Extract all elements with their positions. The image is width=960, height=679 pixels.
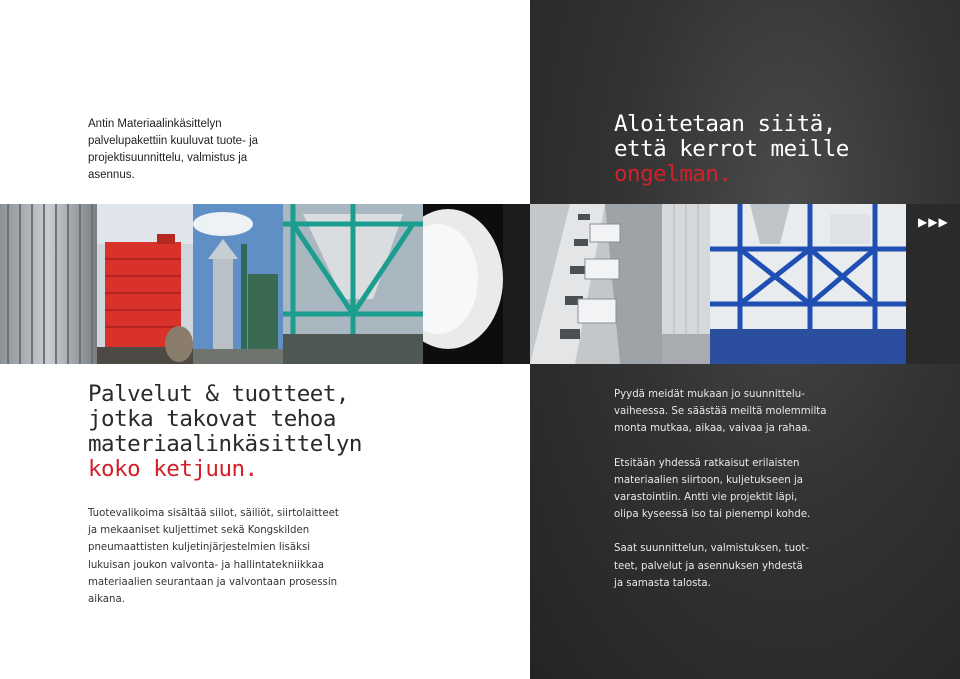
left-headline-line: Palvelut & tuotteet, — [88, 381, 349, 407]
photo-blue-structure — [710, 204, 906, 364]
paragraph — [614, 540, 854, 592]
body-line: Etsitään yhdessä ratkaisut erilaisten — [614, 457, 800, 469]
photo-red-container — [97, 204, 193, 364]
next-arrows-icon[interactable]: ▶▶▶ — [918, 215, 949, 229]
body-line: Saat suunnittelun, valmistuksen, tuot- — [614, 543, 810, 555]
photo-strip — [0, 204, 960, 364]
body-line: pneumaattisten kuljetinjärjestelmien lisäksi — [88, 542, 311, 554]
left-headline-accent: koko ketjuun. — [88, 456, 258, 482]
intro-line: projektisuunnittelu, valmistus ja — [88, 152, 248, 164]
right-headline-line: Aloitetaan siitä, — [614, 111, 836, 137]
left-body-text — [88, 505, 348, 608]
paragraph — [614, 455, 854, 524]
paragraph — [614, 386, 854, 438]
intro-line: palvelupakettiin kuuluvat tuote- ja — [88, 135, 259, 147]
photo-silos-sky — [193, 204, 283, 364]
right-headline-line: että kerrot meille — [614, 136, 849, 162]
photo-white-pipe — [423, 204, 530, 364]
body-line: materiaalien seurantaan ja valvontaan prosessin — [88, 576, 338, 588]
body-line: Pyydä meidät mukaan jo suunnittelu- — [614, 389, 805, 400]
right-body-text — [614, 386, 854, 609]
body-line: teet, palvelut ja asennuksen yhdestä — [614, 560, 803, 572]
body-line: materiaalien siirtoon, kuljetukseen ja — [614, 474, 804, 486]
left-headline — [88, 382, 468, 482]
body-line: olipa kyseessä iso tai pienempi kohde. — [614, 509, 811, 521]
body-line: varastointiin. Antti vie projektit läpi, — [614, 492, 798, 504]
right-headline-accent: ongelman. — [614, 161, 732, 187]
intro-text — [88, 116, 278, 184]
right-headline — [614, 112, 934, 187]
intro-line: Antin Materiaalinkäsittelyn — [88, 118, 222, 130]
body-line: Tuotevalikoima sisältää siilot, säiliöt, siirtolaitteet — [88, 508, 339, 519]
intro-line: asennus. — [88, 169, 135, 181]
body-line: aikana. — [88, 594, 125, 606]
body-line: lukuisan joukon valvonta- ja hallintatekniikkaa — [88, 559, 324, 571]
photo-silo-wall — [0, 204, 97, 364]
body-line: ja samasta talosta. — [614, 577, 711, 589]
body-line: vaiheessa. Se säästää meiltä molemmilta — [614, 406, 827, 418]
left-headline-line: materiaalinkäsittelyn — [88, 431, 362, 457]
photo-white-silo — [662, 204, 710, 364]
left-headline-line: jotka takovat tehoa — [88, 406, 336, 432]
photo-green-frame — [283, 204, 423, 364]
body-line: ja mekaaniset kuljettimet sekä Kongskilden — [88, 525, 310, 537]
body-line: monta mutkaa, aikaa, vaivaa ja rahaa. — [614, 423, 811, 435]
photo-chain-conveyor — [530, 204, 662, 364]
